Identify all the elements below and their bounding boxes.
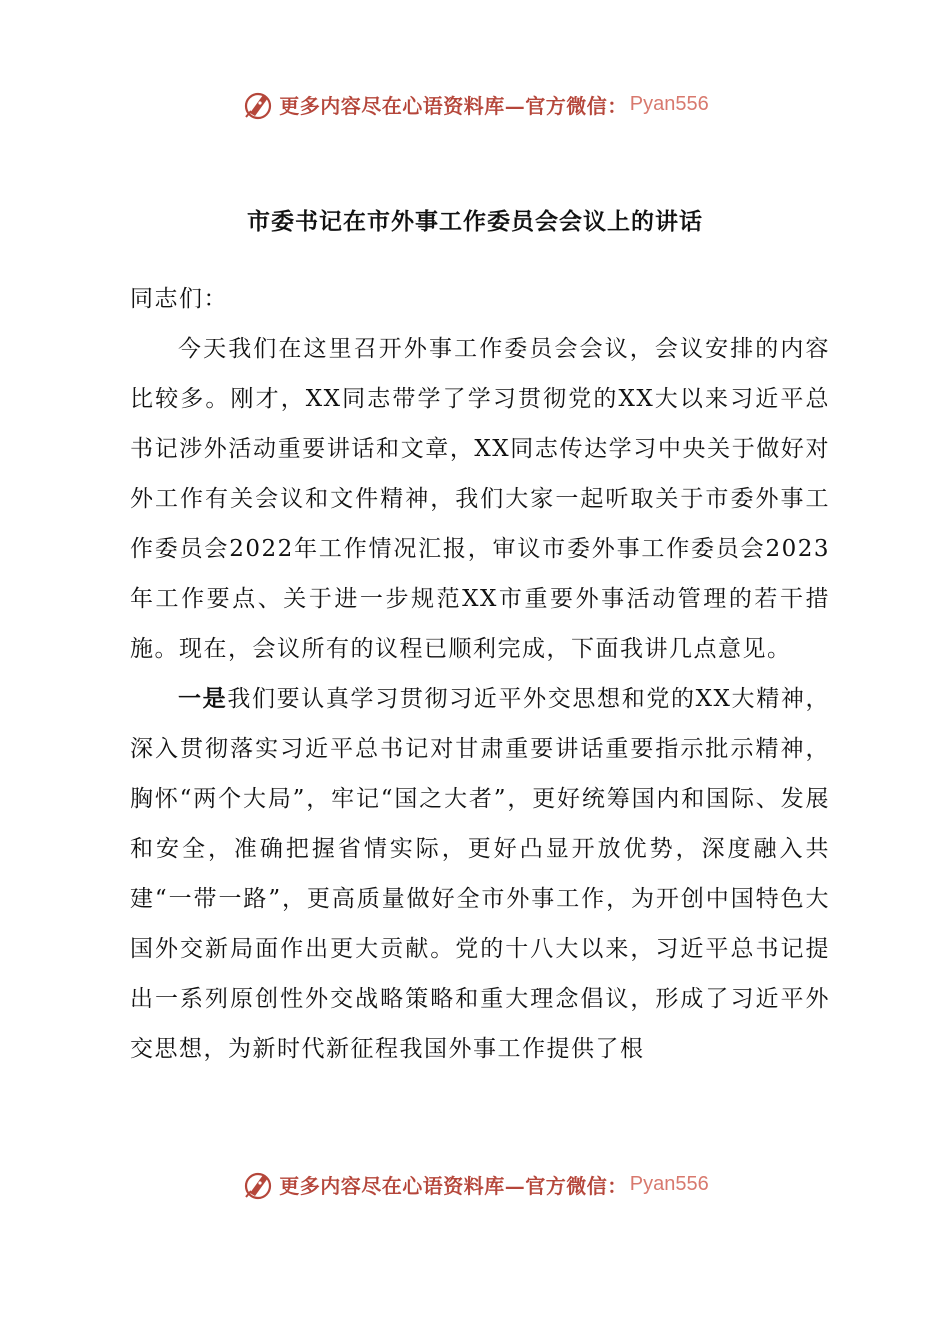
pen-nib-logo-icon bbox=[241, 1167, 275, 1201]
footer-banner bbox=[0, 1164, 950, 1204]
header-brand-text: 更多内容尽在心语资料库—官方微信： bbox=[279, 93, 628, 118]
header-banner bbox=[0, 84, 950, 124]
header-wechat-handle: Pyan556 bbox=[629, 92, 709, 115]
footer-brand-text: 更多内容尽在心语资料库—官方微信： bbox=[279, 1173, 628, 1198]
point-one-lead: 一是 bbox=[178, 686, 228, 712]
point-one-body: 我们要认真学习贯彻习近平外交思想和党的XX大精神，深入贯彻落实习近平总书记对甘肃重要讲话重要指示批示精神，胸怀“两个大局”，牢记“国之大者”，更好统筹国内和国际、发展和安全，准确把握省情实际，更好凸显开放优势，深度融入共建“一带一路”，更高质量做好全市外事工作，为开创中国特色大国外交新局面作出更大贡献。党的十八大以来，习近平总书记提出一系列原创性外交战略策略和重大理念倡议，形成了习近平外交思想，为新时代新征程我国外事工作提供了根 bbox=[130, 686, 831, 1062]
footer-wechat-handle: Pyan556 bbox=[629, 1172, 709, 1195]
pen-nib-logo-icon bbox=[241, 87, 275, 121]
salutation: 同志们： bbox=[130, 286, 228, 312]
paragraph-intro: 今天我们在这里召开外事工作委员会会议，会议安排的内容比较多。刚才，XX同志带学了学习贯彻党的XX大以来习近平总书记涉外活动重要讲话和文章，XX同志传达学习中央关于做好对外工作有关会议和文件精神，我们大家一起听取关于市委外事工作委员会2022年工作情况汇报，审议市委外事工作委员会2023年工作要点、关于进一步规范XX市重要外事活动管理的若干措施。现在，会议所有的议程已顺利完成，下面我讲几点意见。 bbox=[130, 336, 830, 662]
paragraph-point-one bbox=[130, 674, 830, 1074]
document-body bbox=[130, 274, 830, 1074]
document-title: 市委书记在市外事工作委员会会议上的讲话 bbox=[247, 209, 703, 235]
